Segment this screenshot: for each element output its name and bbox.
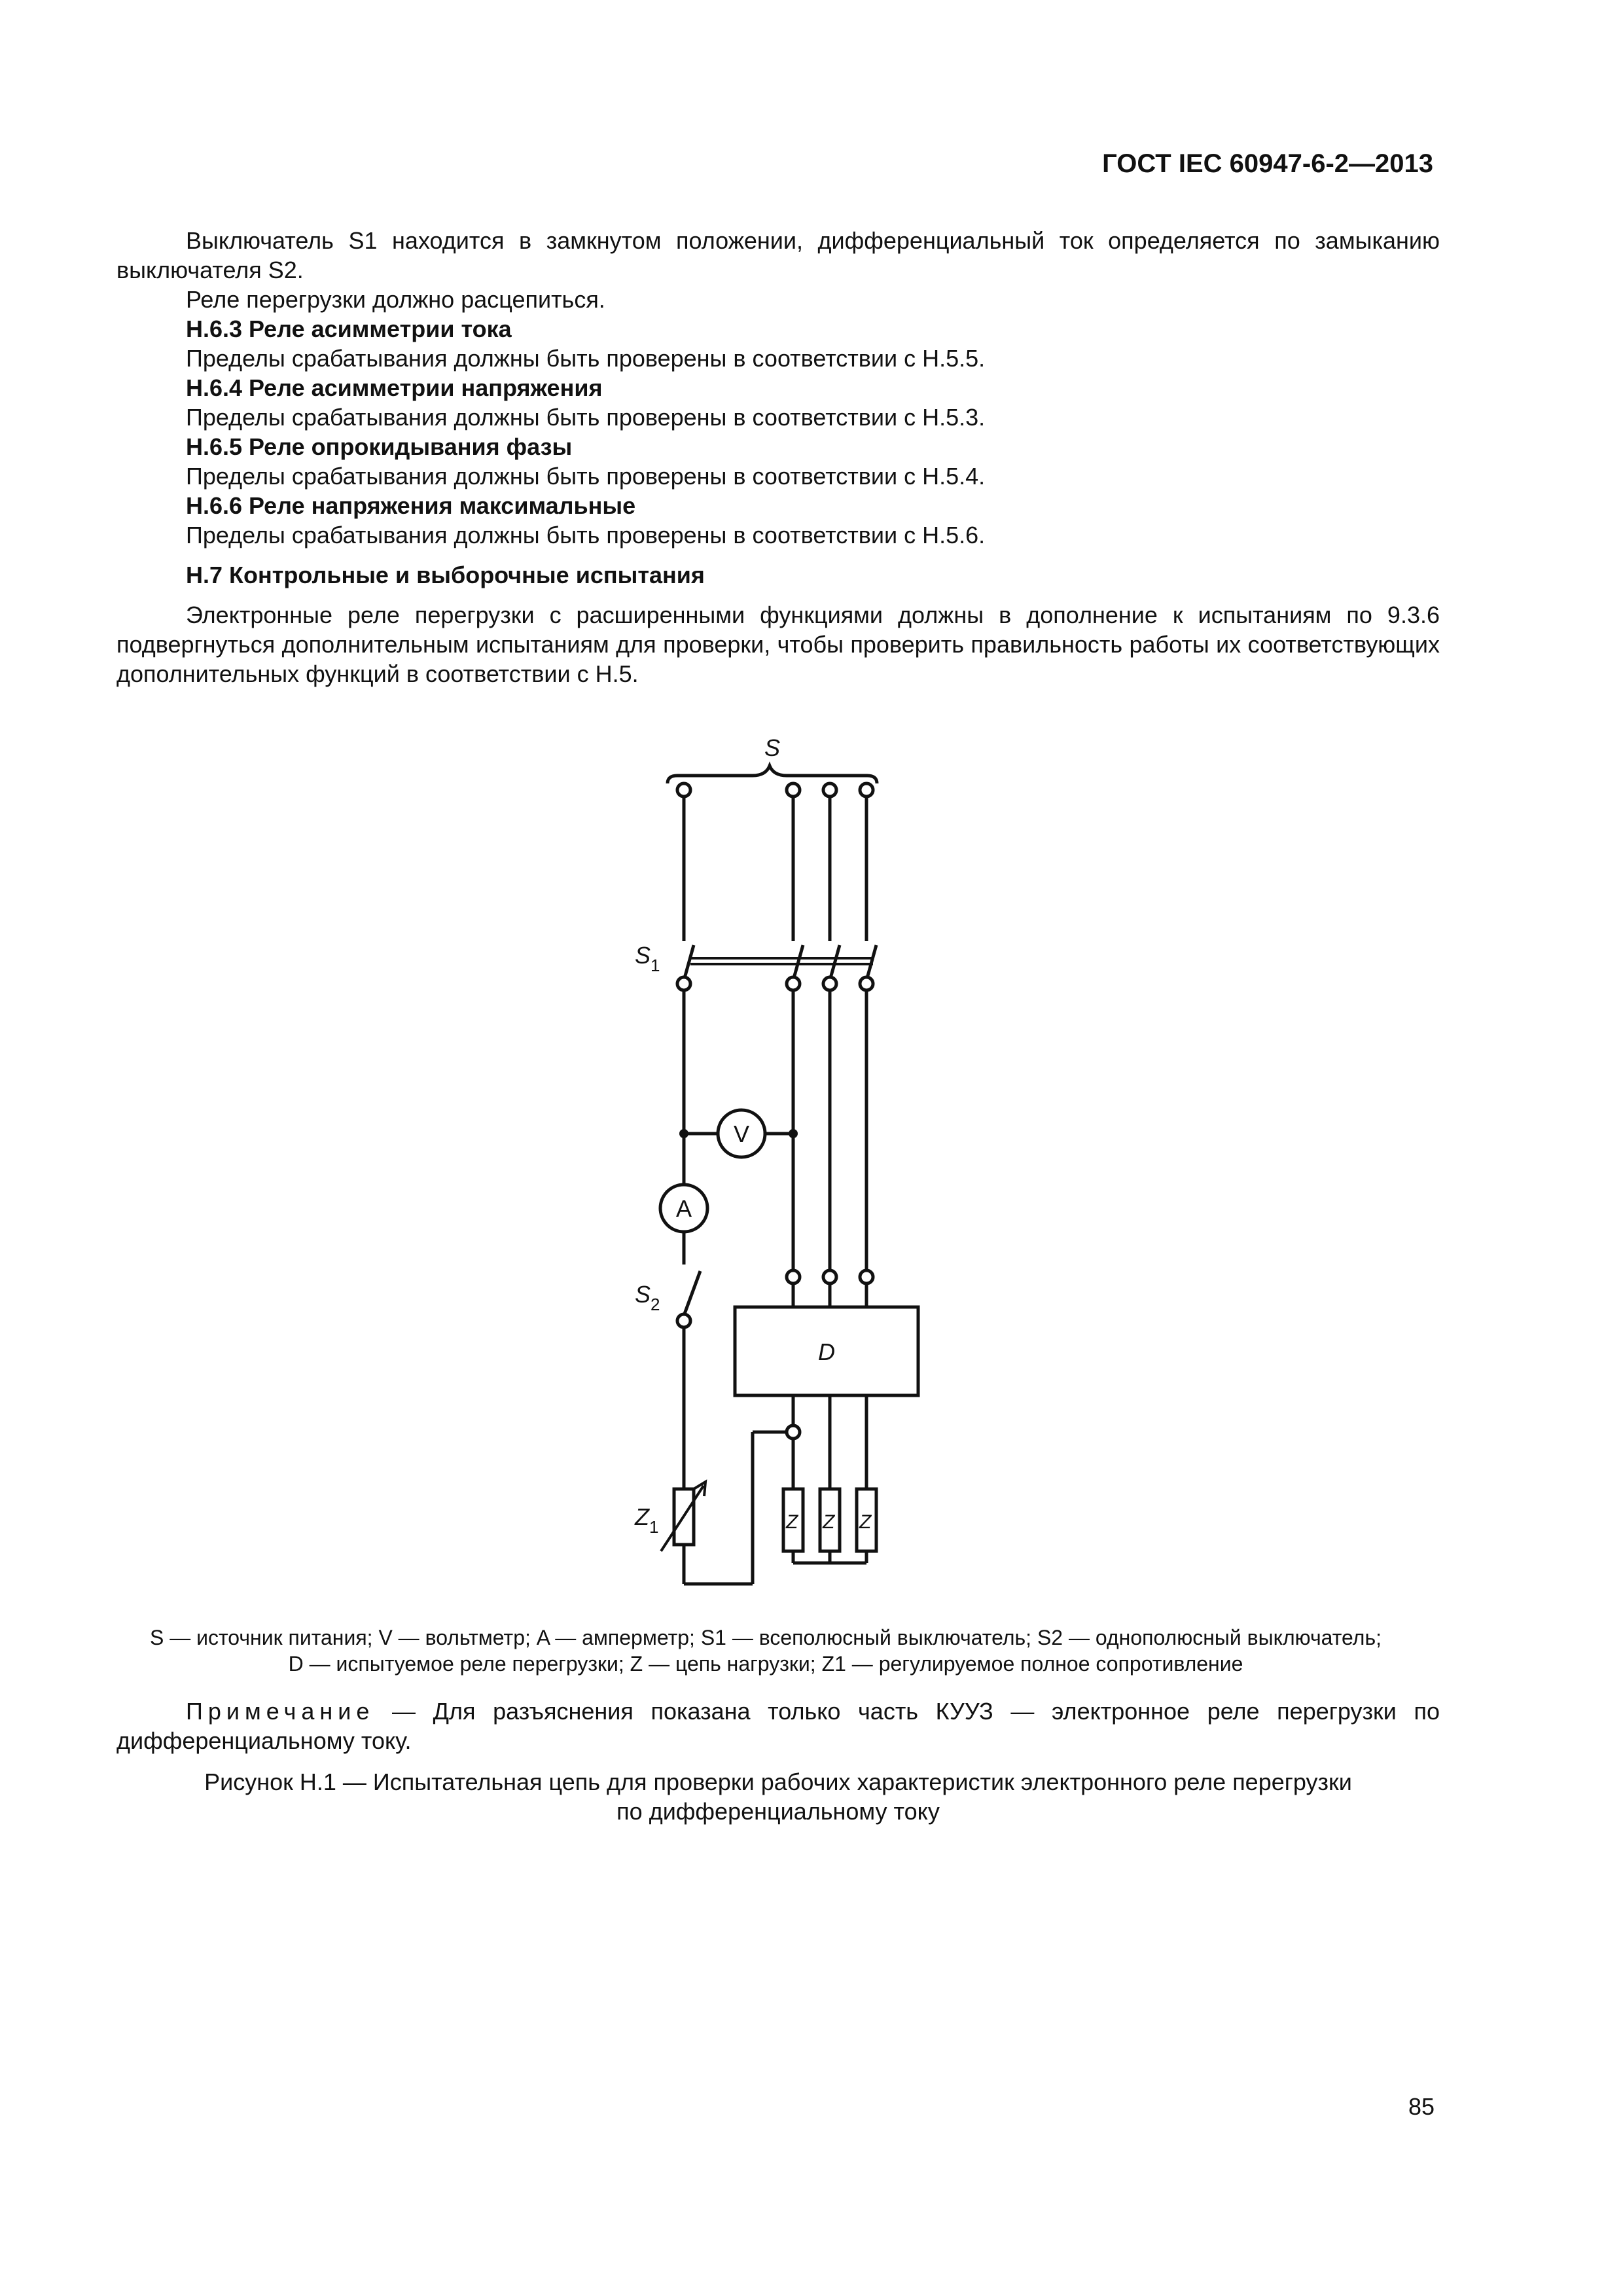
switch-blade <box>684 1271 700 1316</box>
section-heading: H.6.6 Реле напряжения максимальные <box>186 492 636 519</box>
section-heading: H.6.3 Реле асимметрии тока <box>186 315 512 342</box>
note-label: Примечание <box>186 1698 375 1725</box>
caption-line: по дифференциальному току <box>616 1798 940 1825</box>
device-label: D <box>818 1338 835 1365</box>
adjustable-label <box>634 1503 658 1537</box>
test-circuit-diagram <box>589 720 942 1597</box>
paragraph: Пределы срабатывания должны быть проверены в соответствии с H.5.5. <box>186 345 986 372</box>
section-heading: H.6.4 Реле асимметрии напряжения <box>186 374 603 401</box>
terminal <box>860 977 873 990</box>
load-label: Z <box>786 1511 798 1533</box>
terminal <box>677 977 690 990</box>
paragraph: Пределы срабатывания должны быть проверены в соответствии с H.5.4. <box>186 463 986 490</box>
standard-header: ГОСТ IEC 60947-6-2—2013 <box>1102 149 1433 178</box>
terminal <box>677 783 690 797</box>
terminal <box>787 977 800 990</box>
switch2-label-text: S <box>635 1281 651 1308</box>
caption-line: Рисунок H.1 — Испытательная цепь для проверки рабочих характеристик электронного реле перегрузки <box>204 1768 1352 1795</box>
note-text: — Для разъяснения показана только часть КУУЗ — электронное реле перегрузки по дифференциальному току. <box>116 1698 1440 1754</box>
terminal <box>787 1426 800 1439</box>
switch1-label <box>635 942 660 975</box>
section-heading: H.7 Контрольные и выборочные испытания <box>186 562 705 588</box>
paragraph: Пределы срабатывания должны быть проверены в соответствии с H.5.6. <box>186 522 986 548</box>
junction <box>679 1129 688 1138</box>
switch2-label-sub: 2 <box>651 1295 660 1314</box>
section-heading: H.6.5 Реле опрокидывания фазы <box>186 433 573 460</box>
source-brace <box>668 766 877 783</box>
load-label: Z <box>859 1511 872 1533</box>
load-label: Z <box>823 1511 835 1533</box>
ammeter-label: A <box>676 1195 692 1222</box>
terminal <box>677 1314 690 1327</box>
legend-line: D — испытуемое реле перегрузки; Z — цепь нагрузки; Z1 — регулируемое полное сопротивление <box>288 1652 1243 1676</box>
junction <box>789 1129 798 1138</box>
adjustable-label-text: Z <box>635 1503 649 1530</box>
paragraph: Выключатель S1 находится в замкнутом положении, дифференциальный ток определяется по замыканию выключателя S2. <box>116 227 1440 283</box>
adjustable-label-sub: 1 <box>649 1517 659 1537</box>
page-number: 85 <box>1408 2093 1435 2120</box>
paragraph: Пределы срабатывания должны быть проверены в соответствии с H.5.3. <box>186 404 986 431</box>
paragraph: Электронные реле перегрузки с расширенными функциями должны в дополнение к испытаниям по 9.3.6 подвергнуться дополнительным испытаниям для проверки, чтобы проверить правильность работы их соответствующих дополнительных функций в соответствии с H.5. <box>116 601 1440 687</box>
terminal <box>823 783 836 797</box>
voltmeter-label: V <box>734 1121 750 1147</box>
source-label: S <box>764 734 781 761</box>
paragraph: Реле перегрузки должно расцепиться. <box>186 286 605 313</box>
figure-legend <box>79 1624 1453 1677</box>
figure-caption <box>116 1767 1440 1826</box>
terminal <box>787 783 800 797</box>
switch1-label-text: S <box>635 942 651 969</box>
switch2-label <box>635 1281 660 1314</box>
figure-note <box>116 1696 1440 1755</box>
terminal <box>823 1270 836 1283</box>
legend-line: S — источник питания; V — вольтметр; A — амперметр; S1 — всеполюсный выключатель; S2 — однополюсный выключатель; <box>149 1626 1382 1649</box>
switch1-label-sub: 1 <box>651 956 660 975</box>
terminal <box>823 977 836 990</box>
terminal <box>860 783 873 797</box>
terminal <box>787 1270 800 1283</box>
body-text <box>116 226 1440 689</box>
terminal <box>860 1270 873 1283</box>
